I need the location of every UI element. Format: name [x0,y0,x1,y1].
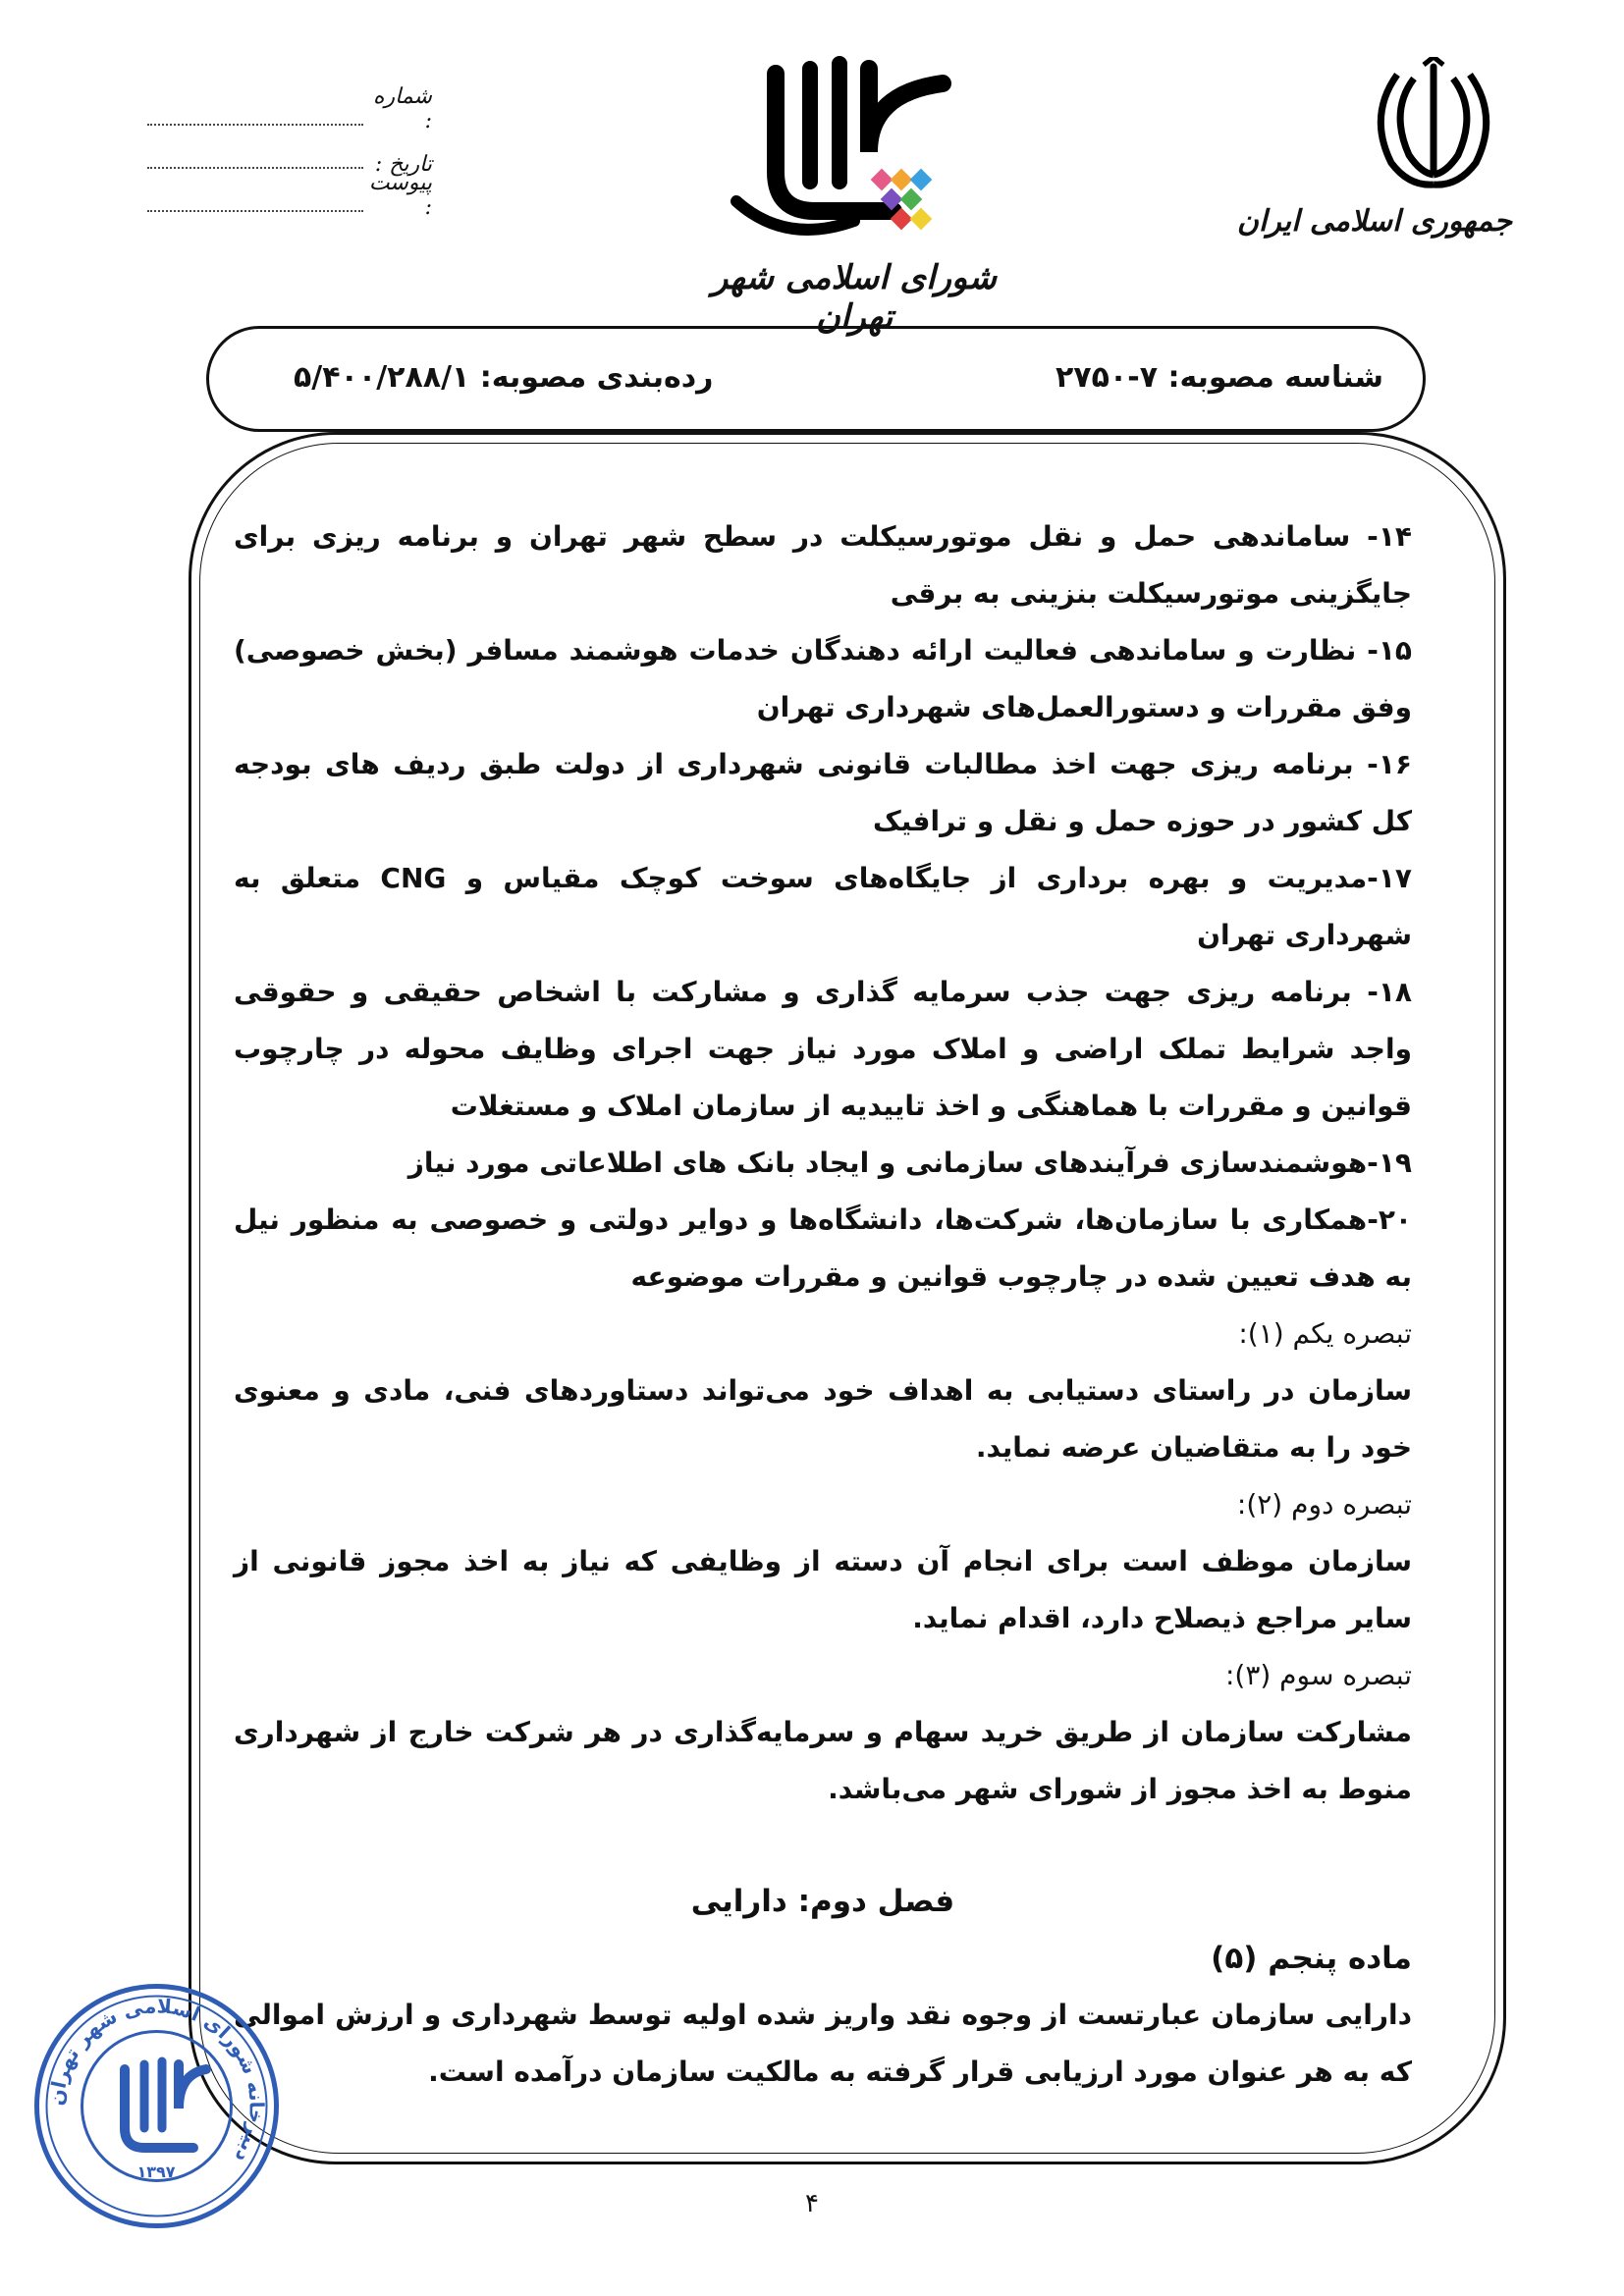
chapter-title: فصل دوم: دارایی [690,1884,955,1919]
council-logo [707,54,1001,337]
document-body [234,508,1412,2101]
number-field [137,84,432,133]
emblem-icon [1370,57,1497,194]
note-1-text: سازمان در راستای دستیابی به اهداف خود می‌تواند دستاوردهای فنی، مادی و معنوی خود را به متقاضیان عرضه نماید. [234,1374,1412,1464]
seal-year: ۱۳۹۷ [136,2163,176,2181]
date-label: تاریخ : [374,152,432,177]
resolution-id: شناسه مصوبه: ۷-۲۷۵۰ [1055,360,1383,395]
resolution-classification: رده‌بندی مصوبه: ۵/۴۰۰/۲۸۸/۱ [294,360,714,395]
note-3-text: مشارکت سازمان از طریق خرید سهام و سرمایه‌گذاری در هر شرکت خارج از شهرداری منوط به اخذ مجوز از شورای شهر می‌باشد. [234,1716,1412,1805]
iran-emblem [1236,57,1512,253]
note-1-title: تبصره یکم (۱): [1238,1317,1412,1350]
list-item: ۱۵- نظارت و ساماندهی فعالیت ارائه دهندگان خدمات هوشمند مسافر (بخش خصوصی) وفق مقررات و دستورالعمل‌های شهرداری تهران [234,634,1412,723]
seal-text: دبیرخانه شورای اسلامی شهر تهران [44,1994,269,2167]
list-item: ۱۴- ساماندهی حمل و نقل موتورسیکلت در سطح شهر تهران و برنامه ریزی برای جایگزینی موتورسیکلت بنزینی به برقی [234,520,1412,610]
list-item: ۱۶- برنامه ریزی جهت اخذ مطالبات قانونی شهرداری از دولت طبق ردیف های بودجه کل کشور در حوزه حمل و نقل و ترافیک [234,748,1412,837]
council-logo-icon [707,54,1001,260]
resolution-id-box [206,326,1426,432]
article-text: دارایی سازمان عبارتست از وجوه نقد واریز شده اولیه توسط شهرداری و ارزش اموالی که به هر عنوان مورد ارزیابی قرار گرفته به مالکیت سازمان درآمده است. [234,1999,1412,2088]
list-item: ۱۷-مدیریت و بهره برداری از جایگاه‌های سوخت کوچک مقیاس و CNG متعلق به شهرداری تهران [234,862,1412,951]
note-2-text: سازمان موظف است برای انجام آن دسته از وظایفی که نیاز به اخذ مجوز قانونی از سایر مراجع ذیصلاح دارد، اقدام نماید. [234,1545,1412,1634]
article-title: ماده پنجم (۵) [1211,1941,1412,1976]
attachment-label: پیوست : [368,171,432,220]
note-3-title: تبصره سوم (۳): [1224,1659,1412,1691]
number-label: شماره : [372,84,432,133]
note-2-title: تبصره دوم (۲): [1236,1488,1412,1521]
date-dotted-line [147,167,363,169]
number-dotted-line [147,124,363,126]
list-item: ۱۸- برنامه ریزی جهت جذب سرمایه گذاری و مشارکت با اشخاص حقیقی و حقوقی واجد شرایط تملک اراضی و املاک مورد نیاز جهت اجرای وظایف محوله در چارچوب قوانین و مقررات با هماهنگی و اخذ تاییدیه از سازمان املاک و مستغلات [234,976,1412,1122]
list-item: ۲۰-همکاری با سازمان‌ها، شرکت‌ها، دانشگاه‌ها و دوایر دولتی و خصوصی به منظور نیل به هدف تعیین شده در چارچوب قوانین و مقررات موضوعه [234,1203,1412,1293]
council-name: شورای اسلامی شهر تهران [712,258,997,337]
page-number: ۴ [805,2189,819,2218]
list-item: ۱۹-هوشمندسازی فرآیندهای سازمانی و ایجاد بانک های اطلاعاتی مورد نیاز [407,1147,1412,1179]
country-name: جمهوری اسلامی ایران [1236,204,1512,239]
letter-meta-fields [137,84,432,220]
attachment-dotted-line [147,210,363,212]
attachment-field [137,171,432,220]
svg-text:دبیرخانه شورای اسلامی شهر تهرا [44,1994,269,2166]
